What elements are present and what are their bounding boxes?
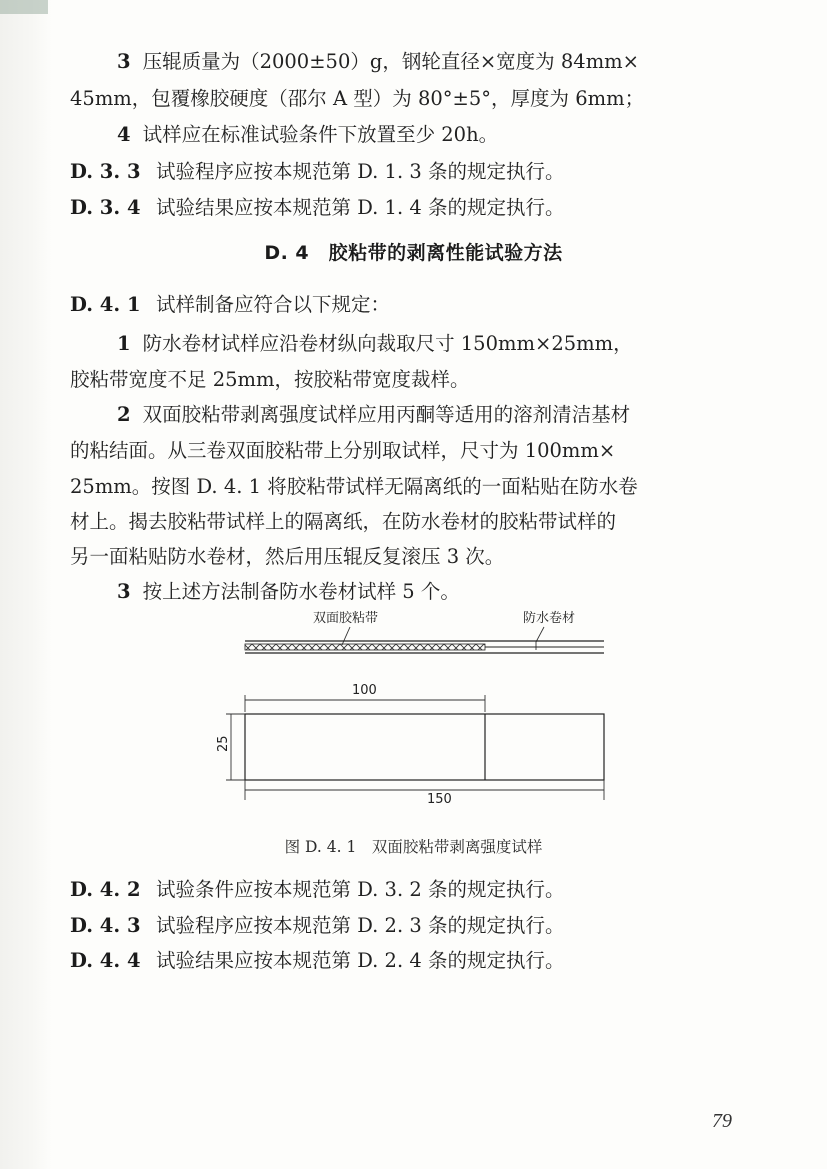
clause-number: D. 4. 1 bbox=[70, 293, 141, 316]
item-text: 按上述方法制备防水卷材试样 5 个。 bbox=[142, 580, 460, 603]
paragraph-item-2-line-3 bbox=[70, 477, 638, 497]
item-number: 2 bbox=[117, 403, 131, 426]
clause-text: 试验条件应按本规范第 D. 3. 2 条的规定执行。 bbox=[156, 878, 565, 901]
figure-d-4-1 bbox=[200, 600, 640, 820]
item-text: 材上。揭去胶粘带试样上的隔离纸，在防水卷材的胶粘带试样的 bbox=[70, 510, 617, 533]
paragraph-item-1-line-2 bbox=[70, 370, 470, 390]
clause-d-4-4 bbox=[70, 951, 564, 971]
dim-label-100: 100 bbox=[352, 683, 377, 698]
paragraph-item-3-line-2 bbox=[70, 89, 644, 109]
clause-text: 试验程序应按本规范第 D. 2. 3 条的规定执行。 bbox=[156, 914, 565, 937]
clause-number: D. 3. 3 bbox=[70, 160, 141, 183]
leader-line-tape bbox=[342, 627, 350, 645]
item-text: 的粘结面。从三卷双面胶粘带上分别取试样，尺寸为 100mm× bbox=[70, 439, 616, 462]
item-number: 4 bbox=[117, 123, 131, 146]
item-text: 另一面粘贴防水卷材，然后用压辊反复滚压 3 次。 bbox=[70, 545, 505, 568]
paragraph-item-3-line-1 bbox=[117, 52, 639, 72]
paragraph-item-2-line-4 bbox=[70, 512, 616, 532]
item-text: 45mm，包覆橡胶硬度（邵尔 A 型）为 80°±5°，厚度为 6mm； bbox=[70, 87, 645, 110]
clause-text: 试验结果应按本规范第 D. 2. 4 条的规定执行。 bbox=[156, 949, 565, 972]
dim-label-25: 25 bbox=[216, 735, 231, 752]
clause-text: 试验结果应按本规范第 D. 1. 4 条的规定执行。 bbox=[156, 196, 565, 219]
leader-line-membrane bbox=[536, 627, 544, 650]
clause-text: 试样制备应符合以下规定： bbox=[156, 293, 391, 316]
scan-corner-mark bbox=[0, 0, 48, 14]
item-number: 3 bbox=[117, 50, 131, 73]
item-text: 防水卷材试样应沿卷材纵向裁取尺寸 150mm×25mm， bbox=[142, 332, 633, 355]
item-text: 双面胶粘带剥离强度试样应用丙酮等适用的溶剂清洁基材 bbox=[142, 403, 631, 426]
clause-d-4-2 bbox=[70, 880, 564, 900]
paragraph-item-2-line-1 bbox=[117, 405, 630, 425]
clause-d-4-1 bbox=[70, 295, 390, 315]
clause-text: 试验程序应按本规范第 D. 1. 3 条的规定执行。 bbox=[156, 160, 565, 183]
item-number: 3 bbox=[117, 580, 131, 603]
label-waterproof-membrane: 防水卷材 bbox=[523, 611, 576, 626]
dim-label-150: 150 bbox=[427, 792, 452, 807]
clause-number: D. 3. 4 bbox=[70, 196, 141, 219]
tape-hatched-layer bbox=[245, 644, 485, 650]
item-number: 1 bbox=[117, 332, 131, 355]
specimen-outline bbox=[245, 714, 604, 780]
item-text: 压辊质量为（2000±50）g，钢轮直径×宽度为 84mm× bbox=[142, 50, 640, 73]
figure-caption: 图 D. 4. 1 双面胶粘带剥离强度试样 bbox=[284, 838, 543, 856]
scan-edge-shadow bbox=[0, 0, 52, 1169]
item-text: 试样应在标准试验条件下放置至少 20h。 bbox=[142, 123, 499, 146]
page-number: 79 bbox=[712, 1110, 732, 1132]
paragraph-item-4 bbox=[117, 125, 498, 145]
clause-d-3-3 bbox=[70, 162, 564, 182]
paragraph-item-1-line-1 bbox=[117, 334, 633, 354]
item-text: 25mm。按图 D. 4. 1 将胶粘带试样无隔离纸的一面粘贴在防水卷 bbox=[70, 475, 638, 498]
paragraph-item-2-line-2 bbox=[70, 441, 615, 461]
clause-number: D. 4. 3 bbox=[70, 914, 141, 937]
clause-d-3-4 bbox=[70, 198, 564, 218]
clause-number: D. 4. 2 bbox=[70, 878, 141, 901]
item-text: 胶粘带宽度不足 25mm，按胶粘带宽度裁样。 bbox=[70, 368, 470, 391]
paragraph-item-3b bbox=[117, 582, 460, 602]
clause-number: D. 4. 4 bbox=[70, 949, 141, 972]
label-double-sided-tape: 双面胶粘带 bbox=[313, 611, 379, 626]
clause-d-4-3 bbox=[70, 916, 564, 936]
paragraph-item-2-line-5 bbox=[70, 547, 504, 567]
section-heading: D. 4 胶粘带的剥离性能试验方法 bbox=[264, 242, 563, 264]
